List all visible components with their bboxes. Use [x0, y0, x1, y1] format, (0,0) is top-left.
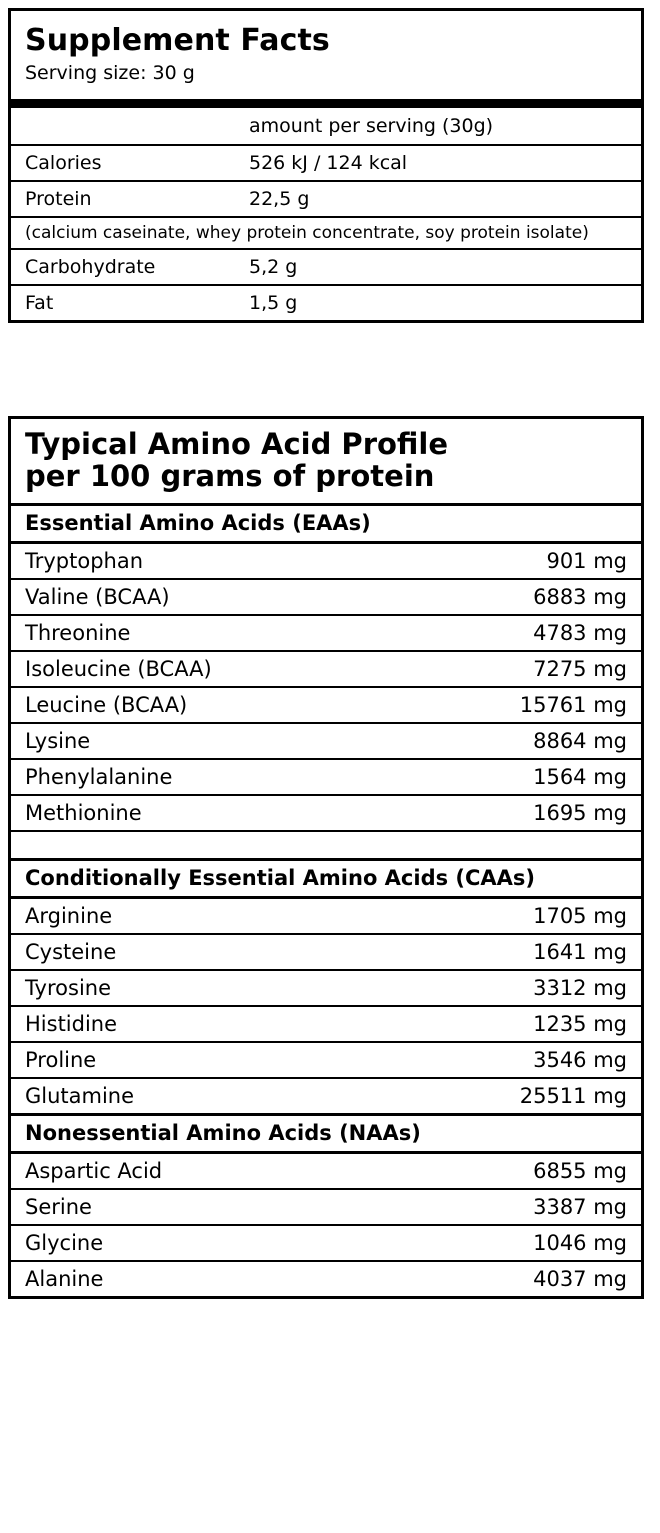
table-row: [11, 285, 641, 320]
table-row: [11, 145, 641, 181]
amino-table-caa: [11, 899, 641, 1113]
amino-acid-name: Tryptophan: [25, 548, 144, 573]
nutrient-value: 22,5 g: [249, 181, 641, 217]
spacer-cell: [11, 831, 641, 858]
group-heading-caa: Conditionally Essential Amino Acids (CAAs): [11, 858, 641, 899]
table-row: [11, 579, 641, 615]
nutrient-value: 5,2 g: [249, 249, 641, 285]
amino-acid-name: Valine (BCAA): [11, 579, 326, 615]
nutrition-table: [11, 108, 641, 320]
amino-acid-amount: 15761 mg: [326, 687, 641, 723]
table-row: [11, 1261, 641, 1296]
protein-source-note: (calcium caseinate, whey protein concentrate, soy protein isolate): [11, 217, 641, 249]
divider-thick: [11, 99, 641, 108]
table-row: [11, 687, 641, 723]
amino-acid-name: Glutamine: [11, 1078, 326, 1113]
serving-size-label: Serving size: 30 g: [25, 61, 195, 84]
amino-acid-amount: 7275 mg: [326, 651, 641, 687]
amount-per-serving-header: amount per serving (30g): [249, 115, 494, 138]
table-row: [11, 615, 641, 651]
amino-acid-amount: 4783 mg: [326, 615, 641, 651]
amino-acid-amount: 3312 mg: [326, 970, 641, 1006]
amino-table-naa: [11, 1154, 641, 1296]
table-row: [11, 1225, 641, 1261]
table-row-protein-note: [11, 217, 641, 249]
amino-profile-title: [11, 419, 641, 503]
table-row-amount-header: [11, 108, 641, 145]
amino-acid-amount: 1705 mg: [533, 903, 627, 928]
amino-acid-amount: 25511 mg: [326, 1078, 641, 1113]
amino-acid-amount: 8864 mg: [326, 723, 641, 759]
group-heading-naa: Nonessential Amino Acids (NAAs): [11, 1113, 641, 1154]
table-row: [11, 970, 641, 1006]
amino-acid-amount: 1695 mg: [326, 795, 641, 831]
table-row: [11, 1078, 641, 1113]
table-row: [11, 181, 641, 217]
nutrient-value: 526 kJ / 124 kcal: [249, 145, 641, 181]
table-row: [11, 1189, 641, 1225]
amino-acid-name: Histidine: [11, 1006, 326, 1042]
amino-profile-title-line2: per 100 grams of protein: [25, 459, 435, 494]
amino-acid-amount: 4037 mg: [326, 1261, 641, 1296]
amino-acid-name: Leucine (BCAA): [11, 687, 326, 723]
amino-acid-amount: 3546 mg: [326, 1042, 641, 1078]
amino-acid-profile-panel: [8, 416, 644, 1299]
amino-acid-name: Tyrosine: [11, 970, 326, 1006]
table-row: [11, 899, 641, 934]
amino-acid-amount: 901 mg: [546, 548, 627, 573]
amino-acid-name: Serine: [11, 1189, 326, 1225]
amino-acid-name: Isoleucine (BCAA): [11, 651, 326, 687]
supplement-facts-panel: [8, 8, 644, 323]
table-row: [11, 934, 641, 970]
table-row: [11, 544, 641, 579]
amino-acid-name: Methionine: [11, 795, 326, 831]
page-title: Supplement Facts: [25, 23, 330, 58]
amino-acid-amount: 1564 mg: [326, 759, 641, 795]
nutrient-name: Calories: [11, 145, 249, 181]
amino-acid-name: Glycine: [11, 1225, 326, 1261]
table-row: [11, 1042, 641, 1078]
table-row: [11, 249, 641, 285]
table-row: [11, 723, 641, 759]
table-row: [11, 1154, 641, 1189]
nutrient-name: Carbohydrate: [11, 249, 249, 285]
amino-acid-name: Proline: [11, 1042, 326, 1078]
amino-acid-name: Lysine: [11, 723, 326, 759]
amino-acid-name: Arginine: [25, 903, 113, 928]
amino-acid-amount: 1641 mg: [326, 934, 641, 970]
table-row: [11, 759, 641, 795]
amino-acid-amount: 1235 mg: [326, 1006, 641, 1042]
amino-acid-amount: 3387 mg: [326, 1189, 641, 1225]
group-heading-eaa: Essential Amino Acids (EAAs): [11, 503, 641, 544]
nutrient-name: Protein: [11, 181, 249, 217]
amino-acid-amount: 1046 mg: [326, 1225, 641, 1261]
amount-header-spacer: [11, 108, 249, 145]
amino-acid-name: Phenylalanine: [11, 759, 326, 795]
amino-acid-amount: 6855 mg: [533, 1158, 627, 1183]
amino-acid-name: Aspartic Acid: [25, 1158, 163, 1183]
amino-table-eaa: [11, 544, 641, 858]
amino-acid-name: Cysteine: [11, 934, 326, 970]
amino-profile-title-line1: Typical Amino Acid Profile: [25, 427, 449, 461]
table-row: [11, 651, 641, 687]
table-row: [11, 1006, 641, 1042]
amino-acid-name: Threonine: [11, 615, 326, 651]
amino-acid-name: Alanine: [11, 1261, 326, 1296]
supplement-facts-header: [11, 11, 641, 93]
table-row: [11, 795, 641, 831]
amino-acid-amount: 6883 mg: [326, 579, 641, 615]
table-row-spacer: [11, 831, 641, 858]
nutrient-name: Fat: [11, 285, 249, 320]
nutrient-value: 1,5 g: [249, 285, 641, 320]
